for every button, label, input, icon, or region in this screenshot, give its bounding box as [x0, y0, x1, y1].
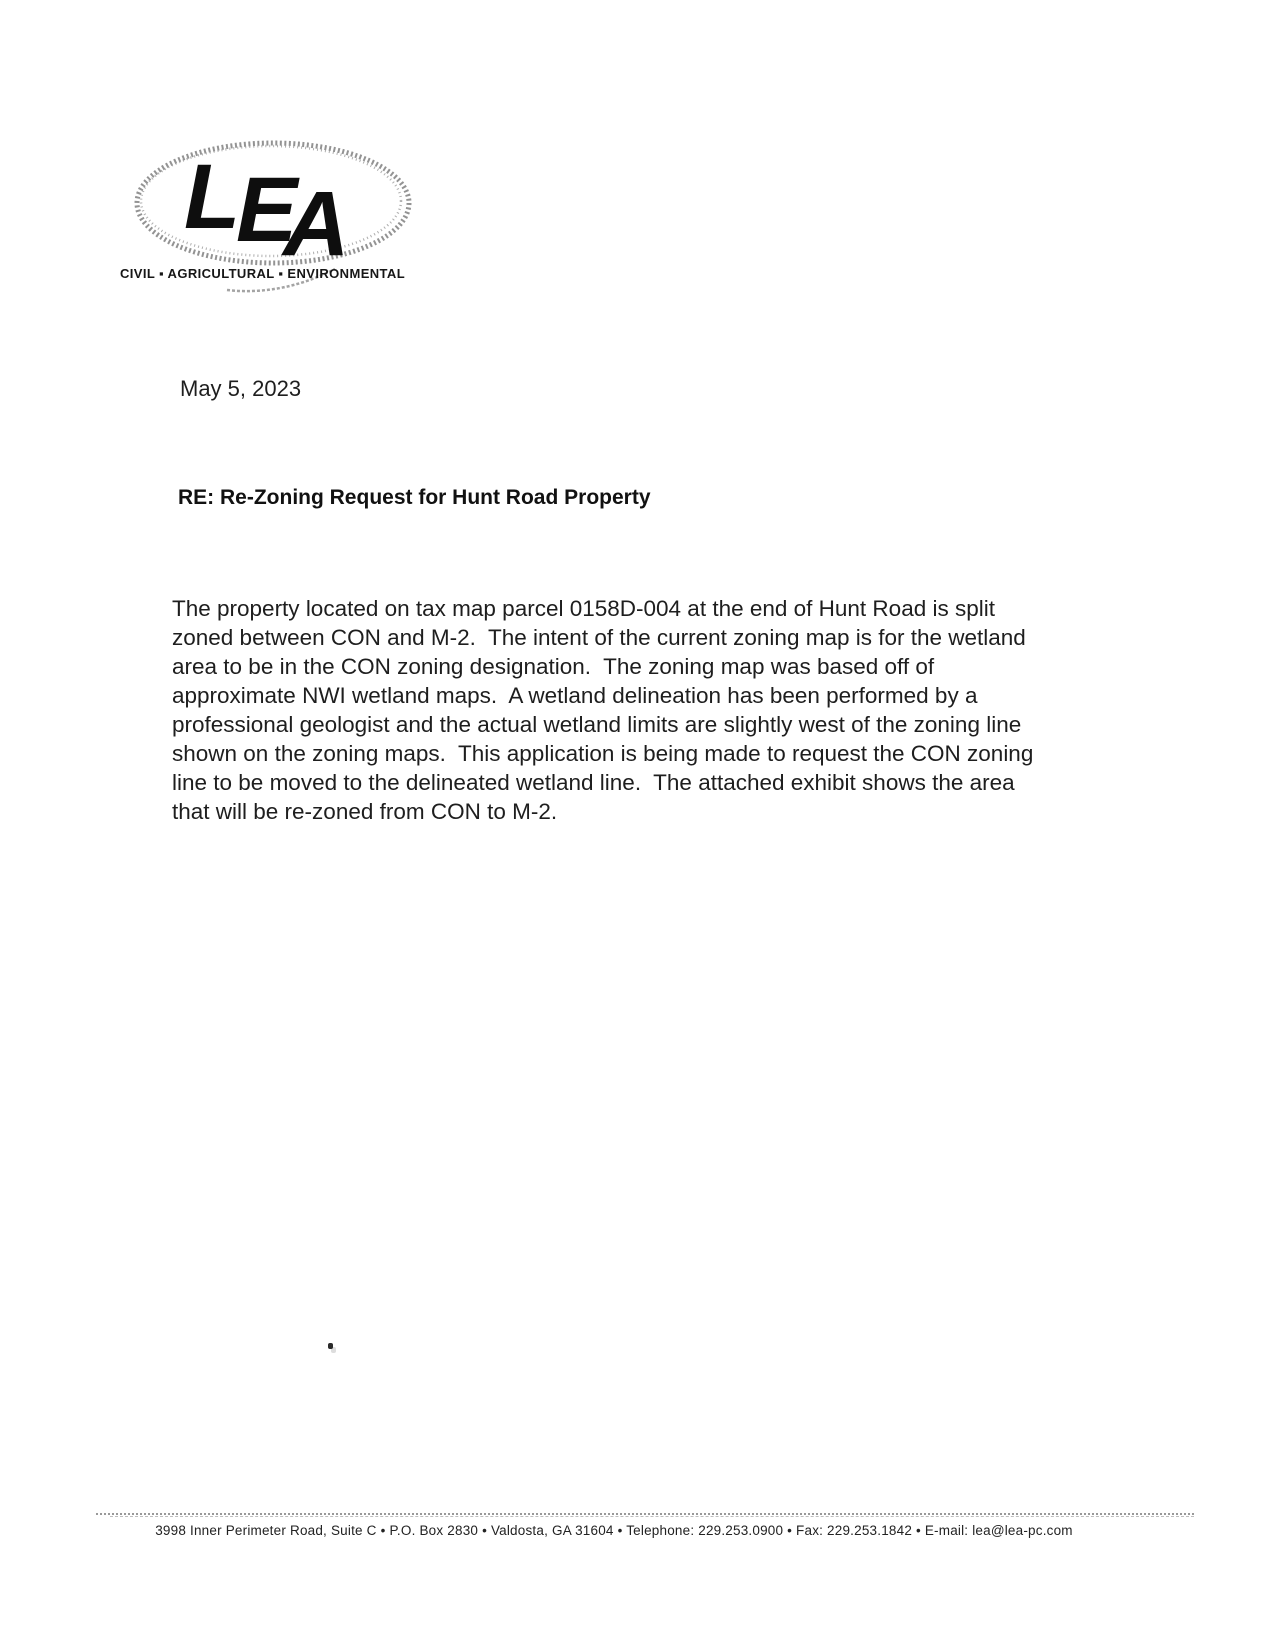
body-line: approximate NWI wetland maps. A wetland delineation has been performed by a: [172, 683, 978, 708]
scan-artifact-dot: [328, 1343, 333, 1349]
body-line: area to be in the CON zoning designation. The zoning map was based off of: [172, 654, 935, 679]
body-line: zoned between CON and M-2. The intent of the current zoning map is for the wetland: [172, 625, 1026, 650]
footer-divider-shadow: [110, 1516, 1194, 1517]
logo-letter-l: L: [184, 146, 241, 248]
logo-letter-e: E: [236, 159, 298, 261]
company-logo: [122, 140, 422, 300]
body-line: professional geologist and the actual wetland limits are slightly west of the zoning line: [172, 712, 1022, 737]
body-line: line to be moved to the delineated wetland line. The attached exhibit shows the area: [172, 770, 1015, 795]
letter-date: May 5, 2023: [180, 376, 302, 401]
body-line: shown on the zoning maps. This application is being made to request the CON zoning: [172, 741, 1034, 766]
letter-body: [172, 594, 1112, 826]
logo-tagline: CIVIL ▪ AGRICULTURAL ▪ ENVIRONMENTAL: [120, 266, 406, 281]
logo-letter-a: A: [283, 173, 350, 275]
footer-divider: [96, 1513, 1194, 1515]
body-line: The property located on tax map parcel 0158D-004 at the end of Hunt Road is split: [172, 596, 995, 621]
footer-contact-info: 3998 Inner Perimeter Road, Suite C • P.O. Box 2830 • Valdosta, GA 31604 • Telephone: 229.253.0900 • Fax: 229.253.1842 • E-mail: lea@lea-pc.com: [155, 1523, 1073, 1538]
body-line: that will be re-zoned from CON to M-2.: [172, 799, 558, 824]
letter-subject: RE: Re-Zoning Request for Hunt Road Property: [178, 486, 651, 509]
